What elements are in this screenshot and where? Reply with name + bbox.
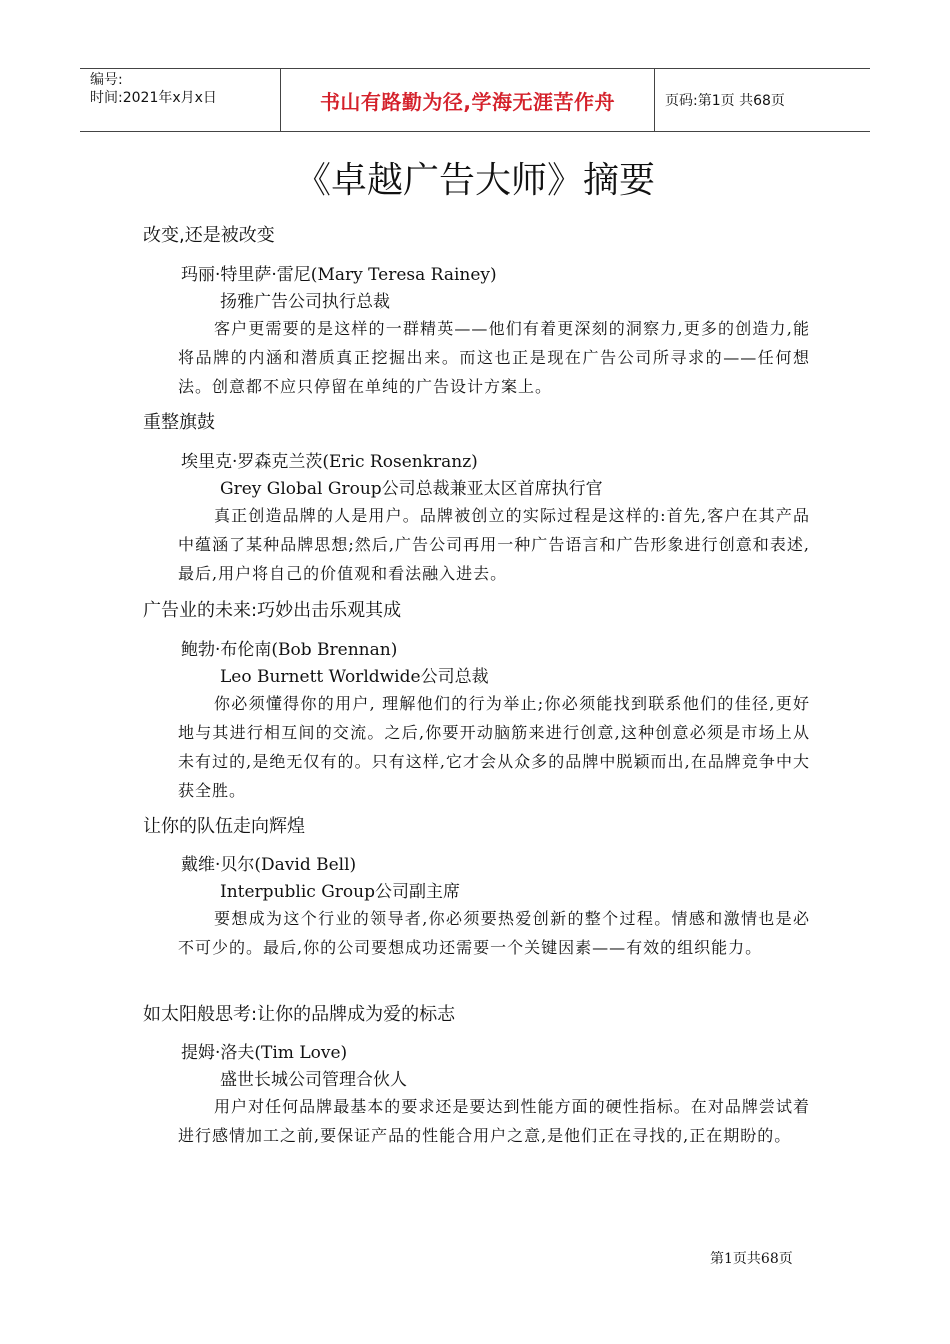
- person-role: 扬雅广告公司执行总裁: [220, 292, 390, 312]
- section-heading: 广告业的未来:巧妙出击乐观其成: [143, 600, 402, 621]
- person-role: Interpublic Group公司副主席: [220, 882, 460, 902]
- header-motto-cell: [281, 69, 655, 131]
- section-paragraph: 真正创造品牌的人是用户。品牌被创立的实际过程是这样的:首先,客户在其产品中蕴涵了某种品牌思想;然后,广告公司再用一种广告语言和广告形象进行创意和表述,最后,用户将自己的价值观和看法融入进去。: [178, 506, 810, 583]
- person-name: 鲍勃·布伦南(Bob Brennan): [181, 640, 398, 660]
- section-paragraph: 用户对任何品牌最基本的要求还是要达到性能方面的硬性指标。在对品牌尝试着进行感情加工之前,要保证产品的性能合用户之意,是他们正在寻找的,正在期盼的。: [178, 1097, 810, 1145]
- section-paragraph: 你必须懂得你的用户, 理解他们的行为举止;你必须能找到联系他们的佳径,更好地与其进行相互间的交流。之后,你要开动脑筋来进行创意,这种创意必须是市场上从未有过的,是绝无仅有的。只有这样,它才会从众多的品牌中脱颖而出,在品牌竞争中大获全胜。: [178, 694, 810, 800]
- section-heading: 让你的队伍走向辉煌: [143, 816, 305, 837]
- person-name: 提姆·洛夫(Tim Love): [181, 1043, 348, 1063]
- person-role: 盛世长城公司管理合伙人: [220, 1070, 407, 1090]
- section-heading: 如太阳般思考:让你的品牌成为爱的标志: [143, 1004, 456, 1025]
- section-paragraph: 要想成为这个行业的领导者,你必须要热爱创新的整个过程。情感和激情也是必不可少的。最后,你的公司要想成功还需要一个关键因素——有效的组织能力。: [178, 909, 810, 957]
- header-page-cell: [655, 69, 870, 131]
- document-date-label: 时间:2021年x月x日: [90, 90, 217, 106]
- page-header: [80, 68, 870, 132]
- person-role: Grey Global Group公司总裁兼亚太区首席执行官: [220, 479, 603, 499]
- header-page-number: 页码:第1页 共68页: [665, 93, 785, 109]
- section-paragraph: 客户更需要的是这样的一群精英——他们有着更深刻的洞察力,更多的创造力,能将品牌的内涵和潜质真正挖掘出来。而这也正是现在广告公司所寻求的——任何想法。创意都不应只停留在单纯的广告设计方案上。: [178, 319, 810, 396]
- header-meta: [80, 69, 281, 131]
- header-motto: 书山有路勤为径,学海无涯苦作舟: [319, 89, 616, 114]
- page-footer: 第1页共68页: [710, 1251, 793, 1267]
- section-heading: 重整旗鼓: [143, 412, 215, 433]
- section-heading: 改变,还是被改变: [143, 225, 275, 246]
- document-title: 《卓越广告大师》摘要: [294, 160, 655, 201]
- person-name: 戴维·贝尔(David Bell): [181, 855, 357, 875]
- document-number-label: 编号:: [90, 72, 123, 88]
- person-role: Leo Burnett Worldwide公司总裁: [220, 667, 489, 687]
- person-name: 玛丽·特里萨·雷尼(Mary Teresa Rainey): [181, 265, 497, 285]
- person-name: 埃里克·罗森克兰茨(Eric Rosenkranz): [181, 452, 478, 472]
